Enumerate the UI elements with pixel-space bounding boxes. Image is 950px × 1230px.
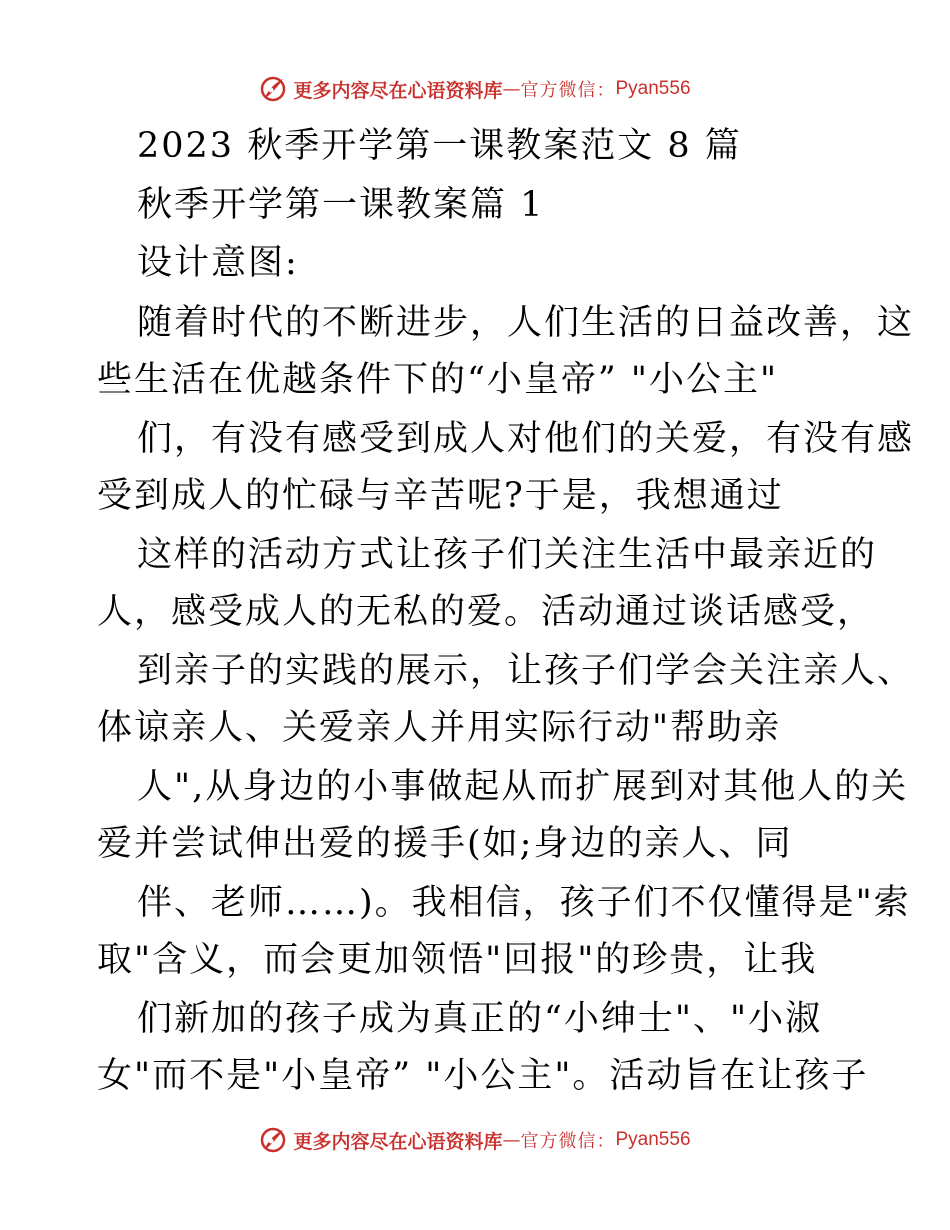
feather-logo-icon: [259, 1126, 287, 1154]
body-line: 女"而不是"小皇帝” "小公主"。活动旨在让孩子: [97, 1056, 869, 1096]
watermark-site-text: 更多内容尽在心语资料库: [293, 79, 503, 102]
body-line: 到亲子的实践的展示，让孩子们学会关注亲人、: [137, 651, 915, 691]
watermark-wechat-id: Pyan556: [615, 78, 691, 99]
watermark-wechat-label: 官方微信：: [520, 80, 616, 101]
body-line: 们新加的孩子成为真正的“小绅士"、"小淑: [137, 999, 823, 1039]
body-line: 爱并尝试伸出爱的援手(如;身边的亲人、同: [97, 824, 793, 864]
feather-logo-icon: [259, 75, 287, 103]
watermark-separator: —: [502, 78, 521, 100]
watermark-site-text: 更多内容尽在心语资料库: [293, 1130, 503, 1153]
header-watermark: [0, 72, 950, 106]
watermark-wechat-label: 官方微信：: [520, 1131, 616, 1152]
body-line: 体谅亲人、关爱亲人并用实际行动"帮助亲: [97, 708, 782, 748]
body-line: 们，有没有感受到成人对他们的关爱，有没有感: [137, 419, 915, 459]
document-title: 2023 秋季开学第一课教案范文 8 篇: [137, 126, 742, 166]
watermark-separator: —: [502, 1129, 521, 1151]
body-line: 这样的活动方式让孩子们关注生活中最亲近的: [137, 535, 878, 575]
body-line: 随着时代的不断进步，人们生活的日益改善，这: [137, 303, 915, 343]
body-line: 受到成人的忙碌与辛苦呢?于是，我想通过: [97, 476, 784, 516]
body-line: 人",从身边的小事做起从而扩展到对其他人的关: [137, 767, 909, 807]
footer-watermark: [0, 1123, 950, 1157]
body-line: 人，感受成人的无私的爱。活动通过谈话感受，: [97, 592, 875, 632]
subheading-design-intent: 设计意图:: [137, 243, 299, 283]
watermark-wechat-id: Pyan556: [615, 1129, 691, 1150]
body-line: 些生活在优越条件下的“小皇帝” "小公主": [97, 360, 779, 400]
section-heading: 秋季开学第一课教案篇 1: [137, 185, 545, 225]
body-line: 取"含义，而会更加领悟"回报"的珍贵，让我: [97, 940, 818, 980]
body-line: 伴、老师……)。我相信，孩子们不仅懂得是"索: [137, 883, 911, 923]
